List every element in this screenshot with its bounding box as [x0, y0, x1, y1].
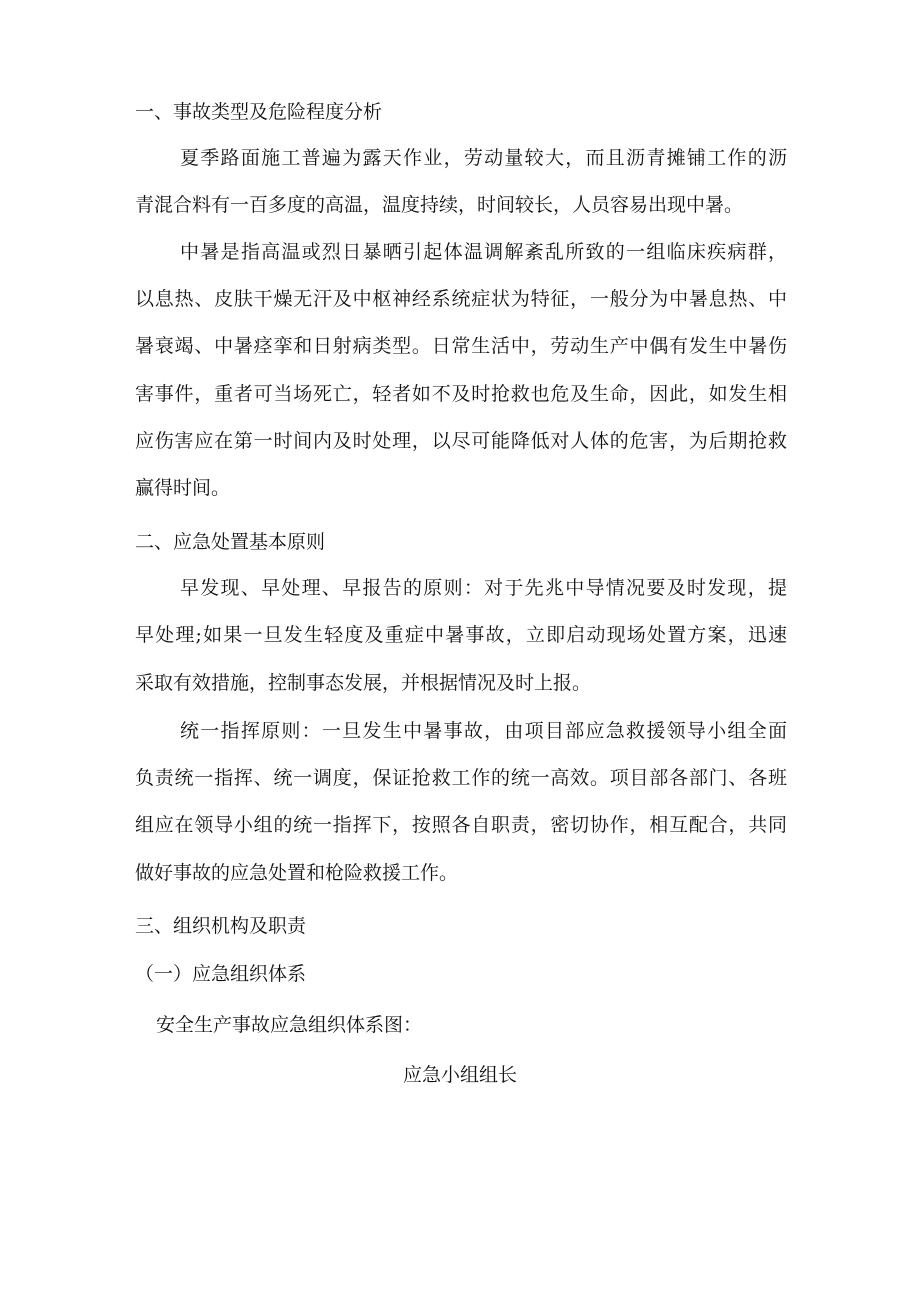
section-2-para-1-line-2: 早处理;如果一旦发生轻度及重症中暑事故，立即启动现场处置方案，迅速: [135, 624, 787, 646]
org-chart-top-node: 应急小组组长: [402, 1064, 517, 1086]
section-3-sub-heading: （一）应急组织体系: [135, 963, 307, 985]
section-1-para-1-line-1: 夏季路面施工普遍为露天作业，劳动量较大，而且沥青摊铺工作的沥: [180, 147, 787, 169]
section-2-para-1-line-3: 采取有效措施，控制事态发展，并根据情况及时上报。: [135, 672, 592, 694]
section-2-para-2-line-1: 统一指挥原则：一旦发生中暑事故，由项目部应急救援领导小组全面: [180, 720, 787, 742]
section-1-para-2-line-1: 中暑是指高温或烈日暴晒引起体温调解紊乱所致的一组临床疾病群，: [180, 241, 787, 263]
section-1-para-2-line-5: 应伤害应在第一时间内及时处理，以尽可能降低对人体的危害，为后期抢救: [135, 430, 787, 452]
section-2-para-2-line-3: 组应在领导小组的统一指挥下，按照各自职责，密切协作，相互配合，共同: [135, 814, 787, 836]
section-1-para-2-line-2: 以息热、皮肤干燥无汗及中枢神经系统症状为特征，一般分为中暑息热、中: [135, 288, 787, 310]
section-2-para-2-line-4: 做好事故的应急处置和枪险救援工作。: [135, 862, 459, 884]
section-2-para-1-line-1: 早发现、早处理、早报告的原则：对于先兆中导情况要及时发现，提: [180, 577, 787, 599]
section-1-para-1-line-2: 青混合料有一百多度的高温，温度持续，时间较长，人员容易出现中暑。: [135, 194, 744, 216]
section-1-para-2-line-3: 暑衰竭、中暑痉挛和日射病类型。日常生活中，劳动生产中偶有发生中暑伤: [135, 335, 787, 357]
section-2-heading: 二、应急处置基本原则: [135, 531, 326, 553]
section-1-para-2-line-6: 赢得时间。: [135, 477, 231, 499]
section-3-heading: 三、组织机构及职责: [135, 915, 307, 937]
org-chart-caption: 安全生产事故应急组织体系图：: [156, 1014, 423, 1036]
section-1-heading: 一、事故类型及危险程度分析: [135, 101, 383, 123]
section-1-para-2-line-4: 害事件，重者可当场死亡，轻者如不及时抢救也危及生命，因此，如发生相: [135, 383, 787, 405]
section-2-para-2-line-2: 负责统一指挥、统一调度，保证抢救工作的统一高效。项目部各部门、各班: [135, 767, 787, 789]
